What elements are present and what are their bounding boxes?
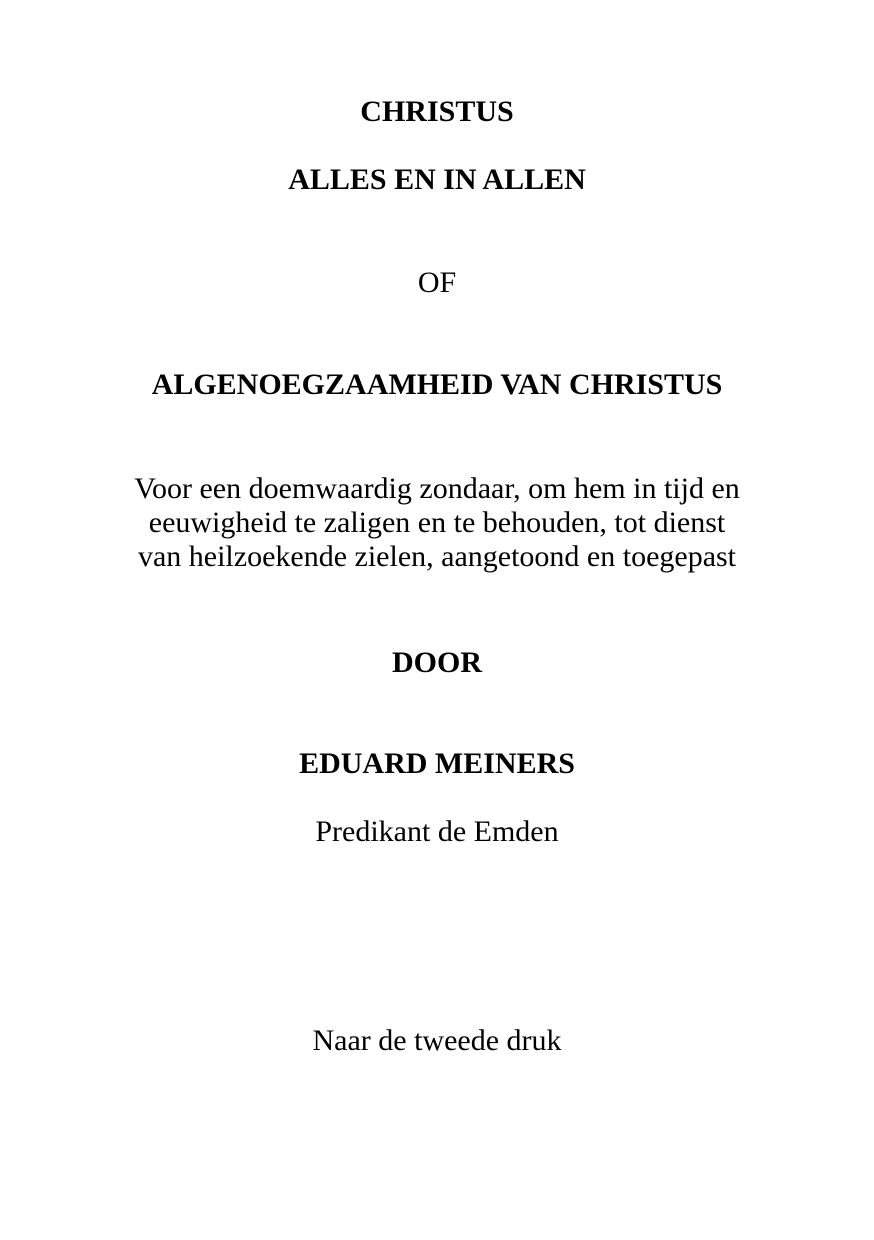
by-label: DOOR xyxy=(392,646,482,679)
description-line-2: eeuwigheid te zaligen en te behouden, tot dienst xyxy=(148,506,726,539)
title-line-1: CHRISTUS xyxy=(360,95,514,128)
title-line-3: ALGENOEGZAAMHEID VAN CHRISTUS xyxy=(151,368,723,401)
title-line-2: ALLES EN IN ALLEN xyxy=(288,163,586,196)
description xyxy=(0,472,874,574)
conjunction: OF xyxy=(417,266,457,299)
author-name: EDUARD MEINERS xyxy=(299,747,575,780)
description-line-1: Voor een doemwaardig zondaar, om hem in tijd en xyxy=(134,472,740,505)
edition-note: Naar de tweede druk xyxy=(312,1024,562,1057)
author-role: Predikant de Emden xyxy=(315,815,559,848)
description-line-3: van heilzoekende zielen, aangetoond en toegepast xyxy=(137,540,737,573)
